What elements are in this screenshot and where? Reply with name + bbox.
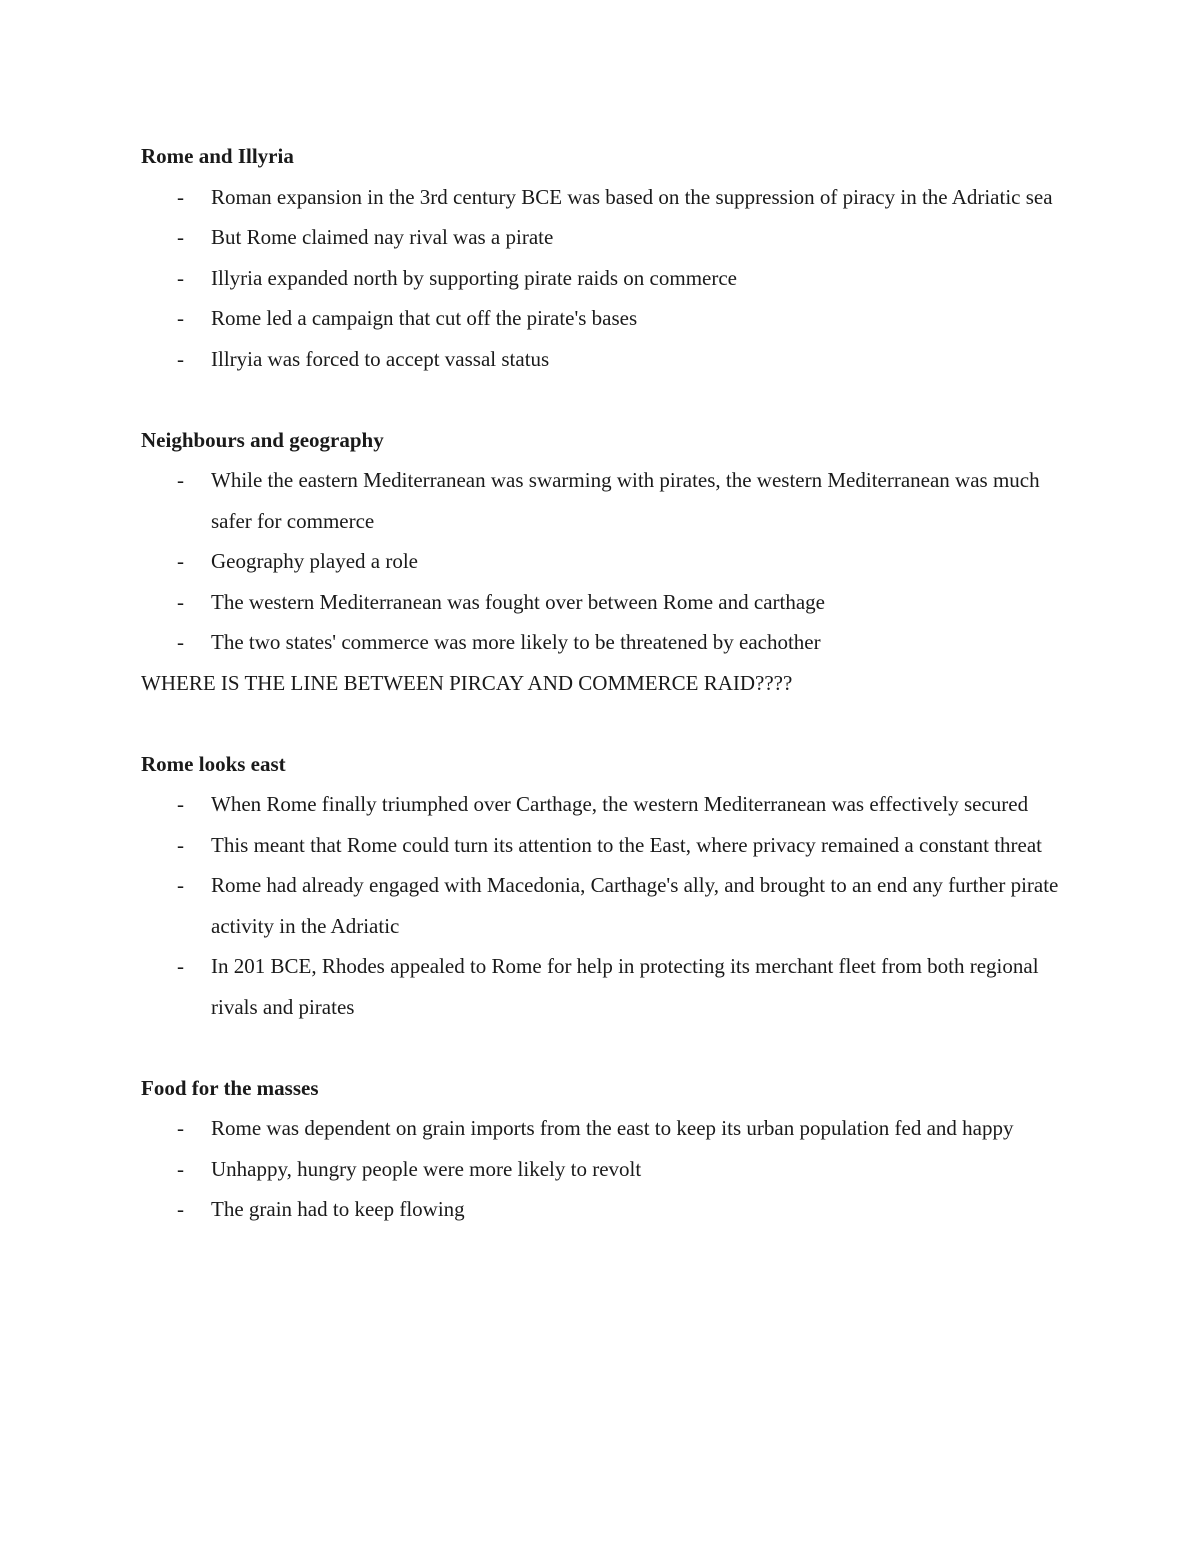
section-heading: Neighbours and geography [141, 427, 384, 452]
bullet-item [141, 1149, 1071, 1190]
bullet-marker: - [177, 225, 184, 249]
bullet-text: Geography played a role [211, 549, 418, 573]
bullet-marker: - [177, 1197, 184, 1221]
bullet-marker: - [177, 954, 184, 978]
bullet-text: This meant that Rome could turn its attention to the East, where privacy remained a constant threat [211, 832, 1042, 857]
bullet-item [141, 217, 1071, 258]
section-food-for-the-masses [141, 1068, 1071, 1230]
bullet-text: Rome had already engaged with Macedonia, Carthage's ally, and brought to an end any further pirate activity in the Adriatic [211, 873, 1059, 938]
bullet-text: Illryia was forced to accept vassal status [211, 346, 550, 371]
bullet-text: In 201 BCE, Rhodes appealed to Rome for help in protecting its merchant fleet from both regional rivals and pirates [211, 954, 1039, 1019]
section-rome-and-illyria [141, 136, 1071, 379]
bullet-item [141, 1189, 1071, 1230]
bullet-marker: - [177, 873, 184, 897]
bullet-item [141, 582, 1071, 623]
bullet-list [141, 177, 1071, 380]
bullet-text: Rome led a campaign that cut off the pirate's bases [211, 306, 638, 330]
bullet-list [141, 784, 1071, 1027]
bullet-marker: - [177, 630, 184, 654]
section-heading: Rome and Illyria [141, 144, 294, 168]
bullet-text: The grain had to keep flowing [211, 1197, 465, 1221]
bullet-item [141, 460, 1071, 541]
bullet-text: Roman expansion in the 3rd century BCE was based on the suppression of piracy in the Adriatic sea [211, 184, 1053, 209]
bullet-text: Illyria expanded north by supporting pirate raids on commerce [211, 265, 738, 290]
bullet-text: Rome was dependent on grain imports from the east to keep its urban population fed and happy [211, 1116, 1014, 1140]
section-neighbours-and-geography [141, 420, 1071, 704]
bullet-item [141, 298, 1071, 339]
bullet-item [141, 1108, 1071, 1149]
bullet-marker: - [177, 549, 184, 573]
bullet-list [141, 460, 1071, 663]
bullet-item [141, 177, 1071, 218]
bullet-item [141, 825, 1071, 866]
bullet-text: Unhappy, hungry people were more likely to revolt [211, 1156, 642, 1181]
bullet-marker: - [177, 792, 184, 816]
section-heading: Food for the masses [141, 1075, 319, 1100]
bullet-marker: - [177, 306, 184, 330]
bullet-list [141, 1108, 1071, 1230]
bullet-text: But Rome claimed nay rival was a pirate [211, 225, 554, 249]
bullet-item [141, 784, 1071, 825]
note-text: WHERE IS THE LINE BETWEEN PIRCAY AND COMMERCE RAID???? [141, 670, 793, 695]
bullet-marker: - [177, 1156, 184, 1181]
bullet-marker: - [177, 265, 184, 290]
bullet-item [141, 541, 1071, 582]
bullet-item [141, 258, 1071, 299]
document-body [141, 136, 1071, 1230]
bullet-marker: - [177, 589, 184, 614]
bullet-marker: - [177, 346, 184, 371]
section-rome-looks-east [141, 744, 1071, 1028]
bullet-item [141, 946, 1071, 1027]
bullet-item [141, 339, 1071, 380]
bullet-text: The two states' commerce was more likely to be threatened by eachother [211, 630, 821, 654]
bullet-text: When Rome finally triumphed over Carthage, the western Mediterranean was effectively secured [211, 792, 1029, 816]
bullet-text: The western Mediterranean was fought over between Rome and carthage [211, 589, 825, 614]
bullet-item [141, 622, 1071, 663]
bullet-marker: - [177, 1116, 184, 1140]
bullet-marker: - [177, 832, 184, 857]
bullet-marker: - [177, 184, 184, 209]
bullet-item [141, 865, 1071, 946]
bullet-text: While the eastern Mediterranean was swarming with pirates, the western Mediterranean was much safer for commerce [211, 468, 1040, 533]
bullet-marker: - [177, 468, 184, 492]
section-heading: Rome looks east [141, 751, 286, 776]
